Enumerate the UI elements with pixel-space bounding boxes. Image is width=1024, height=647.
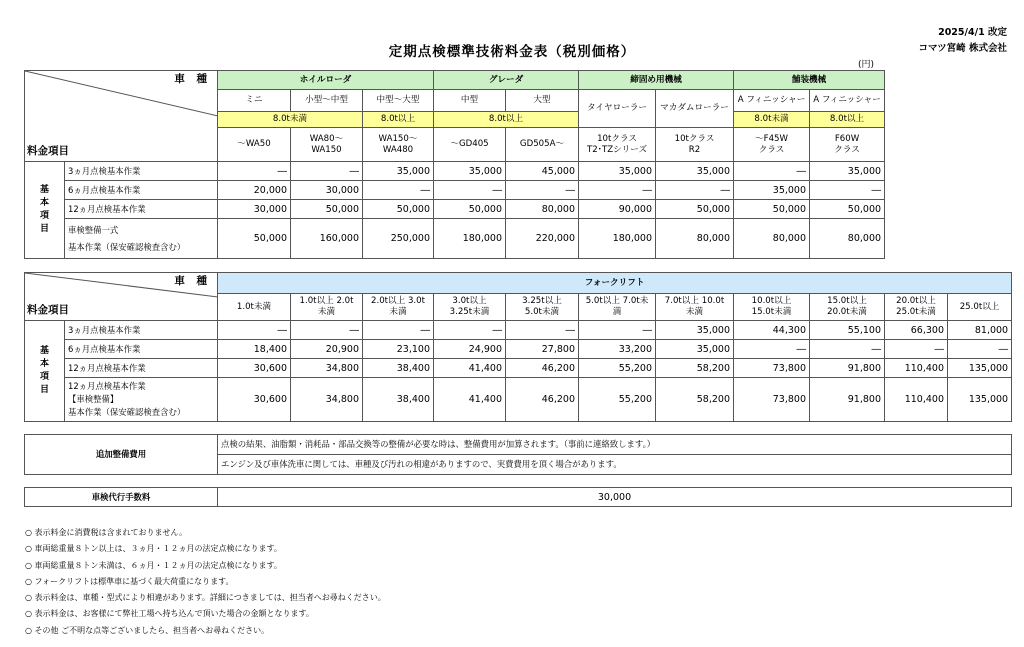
model-header	[434, 128, 506, 162]
size-header: 中型	[434, 90, 506, 112]
row-label-line: 【車検整備】	[68, 394, 119, 404]
price-cell: 220,000	[506, 219, 579, 259]
fee-item-label: 料金項目	[27, 145, 69, 157]
price-cell: 135,000	[948, 359, 1012, 378]
price-cell: 110,400	[885, 359, 948, 378]
notes-list	[25, 525, 386, 639]
price-cell: ―	[734, 340, 810, 359]
price-cell: ―	[218, 162, 291, 181]
class-header	[506, 294, 579, 321]
class-line: 2.0t以上 3.0t	[371, 296, 425, 306]
class-header	[363, 294, 434, 321]
table-row	[25, 162, 885, 181]
price-cell: 91,800	[810, 378, 885, 422]
price-cell: 80,000	[656, 219, 734, 259]
price-cell: 80,000	[810, 219, 885, 259]
price-cell: 35,000	[656, 340, 734, 359]
model-header	[506, 128, 579, 162]
note-item: ○ 表示料金は、車種・型式により相違があります。詳細につきましては、担当者へお尋ねください。	[25, 593, 386, 603]
price-cell: 50,000	[291, 200, 363, 219]
row-label: 12ヵ月点検基本作業	[65, 359, 218, 378]
price-cell: 55,100	[810, 321, 885, 340]
price-cell: 46,200	[506, 378, 579, 422]
group-paving: 舗装機械	[734, 71, 885, 90]
vehicle-type-label: 車 種	[174, 73, 211, 85]
price-cell: 135,000	[948, 378, 1012, 422]
model-header	[656, 128, 734, 162]
model-line: ～F45W	[755, 133, 789, 144]
note-item: ○ その他 ご不明な点等ございましたら、担当者へお尋ねください。	[25, 625, 270, 635]
price-cell: 35,000	[363, 162, 434, 181]
currency-unit: (円)	[858, 60, 875, 70]
price-cell: 81,000	[948, 321, 1012, 340]
weight-badge: 8.0t以上	[434, 112, 579, 128]
table-row	[25, 378, 1012, 422]
class-line: 25.0t未満	[896, 307, 936, 317]
price-cell: 20,000	[218, 181, 291, 200]
price-cell: ―	[810, 340, 885, 359]
class-line: 3.0t以上	[452, 296, 487, 306]
size-header: 中型～大型	[363, 90, 434, 112]
price-cell: ―	[656, 181, 734, 200]
row-label: 3ヵ月点検基本作業	[65, 162, 218, 181]
price-cell: 160,000	[291, 219, 363, 259]
note-item: ○ 表示料金に消費税は含まれておりません。	[25, 528, 188, 537]
note-item: ○ フォークリフトは標準車に基づく最大荷重になります。	[25, 576, 234, 586]
price-cell: 41,400	[434, 359, 506, 378]
model-line: クラス	[834, 144, 860, 155]
table-row	[25, 340, 1012, 359]
price-cell: 23,100	[363, 340, 434, 359]
additional-note-1: 点検の結果、油脂類・消耗品・部品交換等の整備が必要な時は、整備費用が加算されます。（事前に連絡致します。）	[218, 435, 1012, 455]
page-title: 定期点検標準技術料金表（税別価格）	[388, 44, 636, 60]
model-line: ～GD405	[450, 139, 489, 149]
price-cell: 35,000	[656, 162, 734, 181]
price-cell: 30,600	[218, 359, 291, 378]
class-line: 7.0t以上 10.0t	[664, 296, 725, 306]
price-cell: ―	[434, 181, 506, 200]
table-row	[25, 200, 885, 219]
price-cell: 50,000	[810, 200, 885, 219]
price-cell: ―	[810, 181, 885, 200]
size-header: A フィニッシャー	[810, 90, 885, 112]
model-line: 10tクラス	[597, 133, 637, 144]
price-cell: ―	[291, 321, 363, 340]
class-line: 5.0t以上 7.0t未	[585, 296, 649, 306]
price-cell: 91,800	[810, 359, 885, 378]
model-line: WA80～	[309, 133, 344, 144]
price-cell: 180,000	[579, 219, 656, 259]
weight-badge: 8.0t未満	[734, 112, 810, 128]
model-line: WA150～	[378, 133, 418, 144]
price-cell: 34,800	[291, 359, 363, 378]
row-label: 12ヵ月点検基本作業	[65, 200, 218, 219]
model-line: F60W	[834, 133, 860, 144]
class-header	[434, 294, 506, 321]
price-cell: 38,400	[363, 359, 434, 378]
price-cell: 80,000	[506, 200, 579, 219]
price-cell: 58,200	[656, 378, 734, 422]
price-cell: 45,000	[506, 162, 579, 181]
model-line: WA150	[311, 144, 342, 155]
price-cell: 30,000	[291, 181, 363, 200]
inspection-fee-label: 車検代行手数料	[25, 488, 218, 507]
model-header	[734, 128, 810, 162]
price-cell: 35,000	[434, 162, 506, 181]
model-header	[218, 128, 291, 162]
class-line: 未満	[685, 307, 704, 317]
price-cell: 110,400	[885, 378, 948, 422]
class-line: 20.0t以上	[896, 296, 936, 306]
price-cell: 58,200	[656, 359, 734, 378]
class-line: 5.0t未満	[524, 307, 560, 317]
row-label: 6ヵ月点検基本作業	[65, 181, 218, 200]
class-header	[579, 294, 656, 321]
group-wheel-loader: ホイルローダ	[218, 71, 434, 90]
additional-maintenance-label: 追加整備費用	[25, 435, 218, 475]
class-header	[885, 294, 948, 321]
size-header: タイヤローラー	[579, 90, 656, 128]
fee-item-label: 料金項目	[27, 304, 69, 316]
price-cell: 250,000	[363, 219, 434, 259]
price-cell: 33,200	[579, 340, 656, 359]
class-header	[291, 294, 363, 321]
vehicle-type-label: 車 種	[174, 275, 211, 287]
inspection-fee-value: 30,000	[218, 488, 1012, 507]
note-item: ○ 表示料金は、お客様にて弊社工場へ持ち込んで頂いた場合の金額となります。	[25, 609, 314, 619]
additional-maintenance-table	[24, 434, 1012, 475]
row-label	[65, 378, 218, 422]
model-line: R2	[688, 144, 701, 155]
row-label: 6ヵ月点検基本作業	[65, 340, 218, 359]
price-cell: ―	[948, 340, 1012, 359]
model-line: T2･TZシリーズ	[586, 144, 648, 155]
class-line: 1.0t以上 2.0t	[299, 296, 354, 306]
price-cell: 80,000	[734, 219, 810, 259]
price-cell: 180,000	[434, 219, 506, 259]
class-line: 未満	[317, 307, 336, 317]
price-cell: 24,900	[434, 340, 506, 359]
price-cell: 35,000	[734, 181, 810, 200]
additional-note-2: エンジン及び車体洗車に関しては、車種及び汚れの相違がありますので、実費費用を頂く場合があります。	[218, 455, 1012, 475]
row-label: 3ヵ月点検基本作業	[65, 321, 218, 340]
price-cell: 66,300	[885, 321, 948, 340]
model-line: クラス	[758, 144, 785, 155]
price-cell: ―	[363, 321, 434, 340]
model-header	[363, 128, 434, 162]
model-line: GD505A～	[519, 139, 565, 149]
price-cell: 35,000	[810, 162, 885, 181]
price-cell: 50,000	[656, 200, 734, 219]
price-cell: 35,000	[579, 162, 656, 181]
price-cell: 38,400	[363, 378, 434, 422]
price-cell: 35,000	[656, 321, 734, 340]
price-cell: 73,800	[734, 359, 810, 378]
price-cell: 50,000	[434, 200, 506, 219]
price-cell: ―	[506, 321, 579, 340]
row-label-line: 基本作業（保安確認検査含む）	[68, 407, 186, 417]
class-line: 20.0t未満	[827, 307, 867, 317]
class-line: 15.0t以上	[827, 296, 867, 306]
size-header: A フィニッシャー	[734, 90, 810, 112]
row-label	[65, 219, 218, 259]
model-line: ～WA50	[237, 139, 271, 149]
model-header	[810, 128, 885, 162]
price-cell: 34,800	[291, 378, 363, 422]
price-cell: ―	[734, 162, 810, 181]
price-cell: 20,900	[291, 340, 363, 359]
price-cell: ―	[579, 181, 656, 200]
size-header: 大型	[506, 90, 579, 112]
class-header	[810, 294, 885, 321]
class-header	[218, 294, 291, 321]
model-line: 10tクラス	[674, 133, 715, 144]
basic-item-label: 基 本 項 目	[25, 162, 65, 259]
price-cell: 44,300	[734, 321, 810, 340]
price-cell: ―	[579, 321, 656, 340]
weight-badge: 8.0t以上	[810, 112, 885, 128]
price-cell: 46,200	[506, 359, 579, 378]
price-cell: 50,000	[363, 200, 434, 219]
table-row	[25, 321, 1012, 340]
class-line: 10.0t以上	[751, 296, 792, 306]
header-corner	[25, 71, 218, 162]
price-cell: ―	[434, 321, 506, 340]
price-cell: 50,000	[218, 219, 291, 259]
class-header	[656, 294, 734, 321]
size-header: ミニ	[218, 90, 291, 112]
table-row	[25, 359, 1012, 378]
group-grader: グレーダ	[434, 71, 579, 90]
basic-item-label: 基 本 項 目	[25, 321, 65, 422]
class-line: 25.0t以上	[959, 301, 1000, 312]
row-label-line: 12ヵ月点検基本作業	[68, 381, 146, 391]
row-label-line: 車検整備一式	[68, 224, 119, 235]
price-cell: 73,800	[734, 378, 810, 422]
price-cell: ―	[885, 340, 948, 359]
header-corner	[25, 273, 218, 321]
class-line: 3.25t未満	[449, 307, 490, 317]
revision-date: 2025/4/1 改定	[938, 27, 1007, 38]
forklift-table	[24, 272, 1012, 422]
price-cell: 55,200	[579, 378, 656, 422]
class-line: 未満	[389, 307, 407, 317]
price-cell: ―	[218, 321, 291, 340]
group-forklift: フォークリフト	[218, 273, 1012, 294]
group-compaction: 締固め用機械	[579, 71, 734, 90]
price-cell: 55,200	[579, 359, 656, 378]
price-cell: ―	[291, 162, 363, 181]
price-cell: 90,000	[579, 200, 656, 219]
class-line: 3.25t以上	[522, 296, 562, 306]
price-cell: 30,000	[218, 200, 291, 219]
price-cell: 50,000	[734, 200, 810, 219]
price-cell: 30,600	[218, 378, 291, 422]
size-header: マカダムローラー	[656, 90, 734, 128]
row-label-line: 基本作業（保安確認検査含む）	[68, 241, 186, 252]
class-line: 15.0t未満	[751, 307, 792, 317]
price-cell: ―	[506, 181, 579, 200]
price-cell: 41,400	[434, 378, 506, 422]
class-header	[734, 294, 810, 321]
weight-badge: 8.0t未満	[218, 112, 363, 128]
construction-machinery-table	[24, 70, 885, 259]
size-header: 小型～中型	[291, 90, 363, 112]
class-line: 1.0t未満	[236, 301, 272, 312]
company-name: コマツ宮崎 株式会社	[918, 43, 1007, 54]
note-item: ○ 車両総重量８トン以上は、３ヵ月・１２ヵ月の法定点検になります。	[25, 544, 282, 554]
price-cell: 27,800	[506, 340, 579, 359]
class-line: 満	[612, 307, 622, 317]
table-row	[25, 181, 885, 200]
inspection-fee-table	[24, 487, 1012, 507]
weight-badge: 8.0t以上	[363, 112, 434, 128]
price-cell: 18,400	[218, 340, 291, 359]
table-row	[25, 219, 885, 259]
model-line: WA480	[382, 144, 414, 155]
model-header	[579, 128, 656, 162]
class-header	[948, 294, 1012, 321]
price-cell: ―	[363, 181, 434, 200]
note-item: ○ 車両総重量８トン未満は、６ヵ月・１２ヵ月の法定点検になります。	[25, 560, 282, 570]
model-header	[291, 128, 363, 162]
